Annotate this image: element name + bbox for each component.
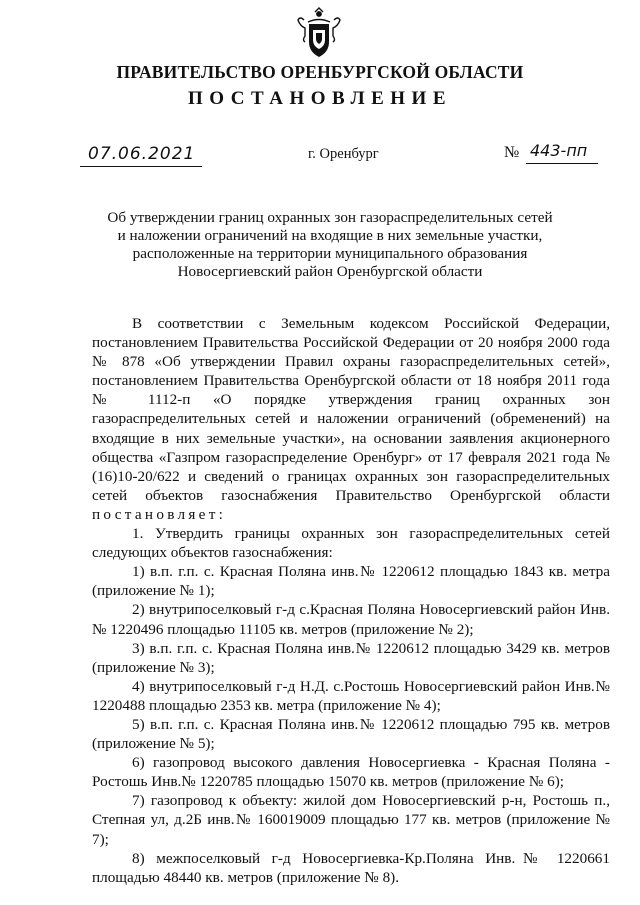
handwritten-number: 443-пп [530,141,588,160]
list-item: 8) межпоселковый г-д Новосергиевка-Кр.Поляна Инв.№ 1220661 площадью 48440 кв. метров (приложение № 8). [92,849,610,886]
list-item: 1) в.п. г.п. с. Красная Поляна инв.№ 1220612 площадью 1843 кв. метра (приложение № 1); [92,563,610,600]
number-sign: № [504,144,520,161]
document-type-title: ПОСТАНОВЛЕНИЕ [187,88,453,109]
handwritten-date: 07.06.2021 [88,144,196,164]
subject-line: Об утверждении границ охранных зон газораспределительных сетей [107,209,553,226]
list-item: 4) внутрипоселковый г-д Н.Д. с.Ростошь Новосергиевский район Инв.№ 1220488 площадью 2353 кв. метра (приложение № 4); [92,677,610,714]
list-item: 7) газопровод к объекту: жилой дом Новосергиевский р-н, Ростошь п., Степная ул, д.2Б инв.№ 160019009 площадью 177 кв. метров (приложение № 7); [92,792,610,848]
coat-of-arms-icon [296,6,342,60]
document-number-field [504,142,598,164]
subject-line: расположенные на территории муниципального образования [132,245,528,262]
list-item: 2) внутрипоселковый г-д с.Красная Поляна Новосергиевский район Инв.№ 1220496 площадью 11105 кв. метров (приложение № 2); [92,601,610,638]
city-label: г. Оренбург [308,146,379,162]
list-item: 5) в.п. г.п. с. Красная Поляна инв.№ 1220612 площадью 795 кв. метров (приложение № 5); [92,715,610,753]
preamble-paragraph [92,314,610,524]
list-item: 6) газопровод высокого давления Новосергиевка - Красная Поляна - Ростошь Инв.№ 1220785 площадью 15070 кв. метров (приложение № 6); [92,754,610,791]
point-1: 1. Утвердить границы охранных зон газораспределительных сетей следующих объектов газоснабжения: [92,525,610,562]
preamble-text: В соответствии с Земельным кодексом Российской Федерации, постановлением Правительства Российской Федерации от 20 ноября 2000 года № 878 «Об утверждении Правил охраны газораспределительных сетей», постановлением Правительства Оренбургской области от 18 ноября 2011 года № 1112-п «О порядке утверждения границ охранных зон газораспределительных сетей и наложении ограничений (обременений) на входящие в них земельные участки», на основании заявления акционерного общества «Газпром газораспределение Оренбург» от 17 февраля 2021 года № (16)10-20/622 и сведений о границах охранных зон газораспределительных сетей объектов газоснабжения Правительство Оренбургской области [92,315,610,504]
list-item: 3) в.п. г.п. с. Красная Поляна инв.№ 1220612 площадью 3429 кв. метров (приложение № 3); [92,639,610,676]
subject-line: и наложении ограничений на входящие в них земельные участки, [117,227,543,244]
subject-line: Новосергиевский район Оренбургской области [177,263,483,280]
date-field [80,146,202,167]
number-underline [526,163,598,164]
document-subject [80,209,580,281]
document-body [92,314,610,887]
decree-word: постановляет: [92,505,227,523]
government-title: ПРАВИТЕЛЬСТВО ОРЕНБУРГСКОЙ ОБЛАСТИ [116,62,524,82]
